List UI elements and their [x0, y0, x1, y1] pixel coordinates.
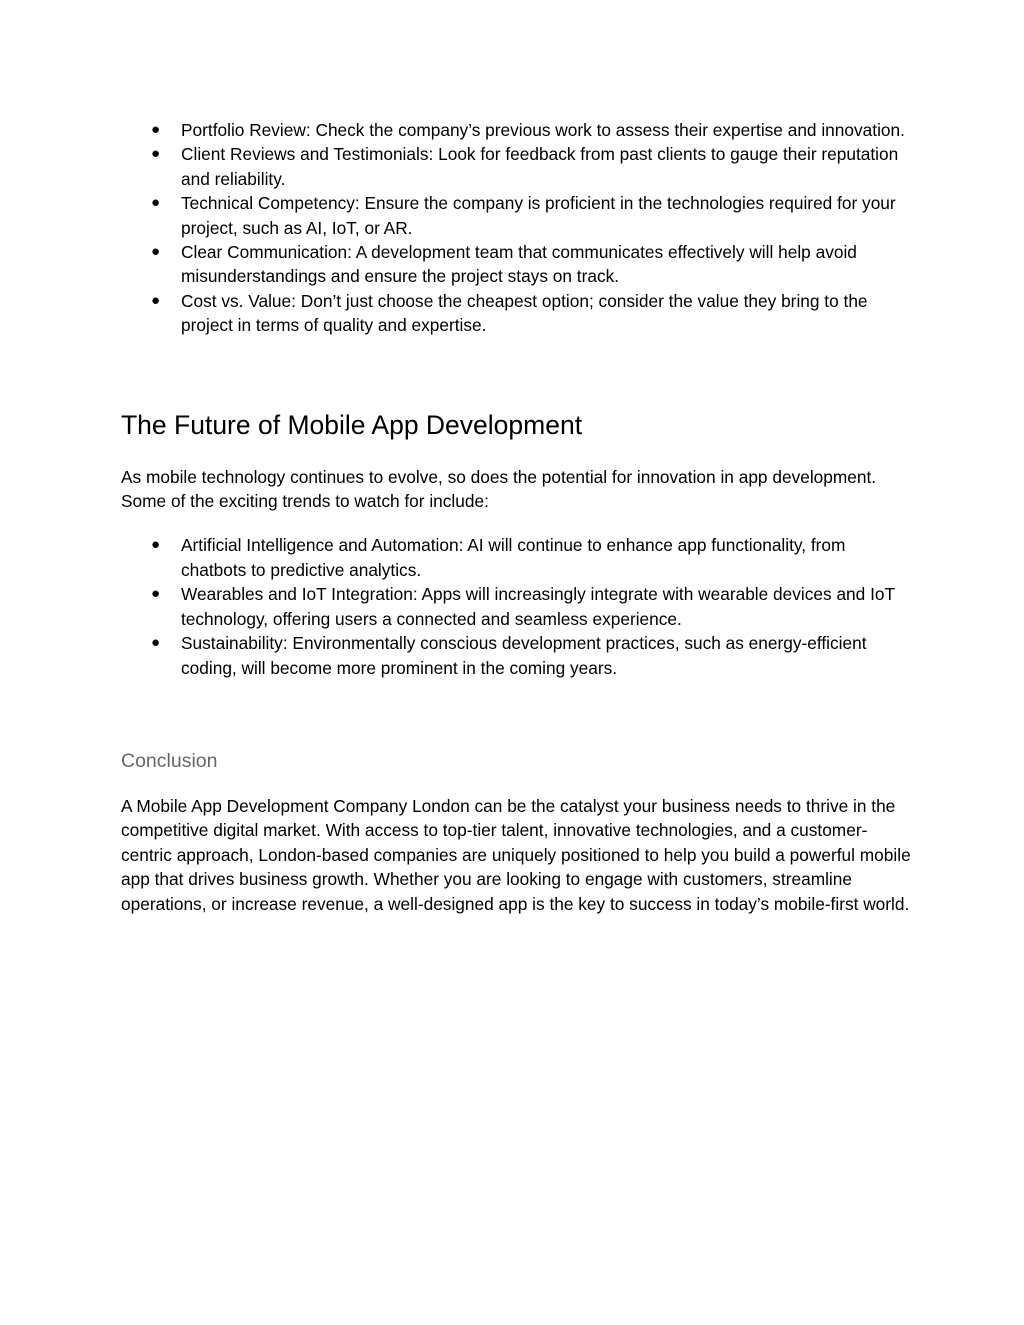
list-item-text: Portfolio Review: Check the company’s previous work to assess their expertise and innovation.: [181, 120, 905, 140]
list-item-text: Artificial Intelligence and Automation: AI will continue to enhance app functionality, from chatbots to predictive analytics.: [181, 535, 846, 580]
list-item-text: Wearables and IoT Integration: Apps will increasingly integrate with wearable devices and IoT technology, offering users a connected and seamless experience.: [181, 584, 895, 629]
list-item-text: Client Reviews and Testimonials: Look for feedback from past clients to gauge their reputation and reliability.: [181, 144, 899, 189]
list-item-text: Technical Competency: Ensure the company is proficient in the technologies required for your project, such as AI, IoT, or AR.: [181, 193, 896, 238]
document-content: [121, 118, 911, 916]
conclusion-heading: Conclusion: [121, 749, 218, 772]
list-item: [121, 142, 911, 191]
bullet-icon: ●: [151, 291, 161, 309]
list-item: [121, 582, 911, 631]
trends-list: [121, 533, 911, 679]
conclusion-paragraph: A Mobile App Development Company London can be the catalyst your business needs to thrive in the competitive digital market. With access to top-tier talent, innovative technologies, and a customer-centric approach, London-based companies are uniquely positioned to help you build a powerful mobile app that drives business growth. Whether you are looking to engage with customers, streamline operations, or increase revenue, a well-designed app is the key to success in today’s mobile-first world.: [121, 795, 911, 914]
bullet-icon: ●: [151, 194, 161, 212]
bullet-icon: ●: [151, 585, 161, 603]
list-item-text: Cost vs. Value: Don’t just choose the cheapest option; consider the value they bring to the project in terms of quality and expertise.: [181, 290, 868, 336]
list-item: [121, 191, 911, 240]
bullet-icon: ●: [151, 243, 161, 261]
list-item: [121, 118, 911, 142]
selection-criteria-list: [121, 118, 911, 338]
bullet-icon: ●: [151, 121, 161, 138]
list-item: [121, 533, 911, 582]
future-section-heading: The Future of Mobile App Development: [121, 409, 583, 440]
list-item: [121, 289, 911, 338]
list-item-text: Sustainability: Environmentally conscious development practices, such as energy-efficient coding, will become more prominent in the coming years.: [181, 633, 867, 678]
bullet-icon: ●: [151, 536, 161, 554]
bullet-icon: ●: [151, 634, 161, 652]
future-section-intro: As mobile technology continues to evolve, so does the potential for innovation in app development. Some of the exciting trends to watch for include:: [121, 466, 877, 512]
list-item: [121, 631, 911, 680]
list-item-text: Clear Communication: A development team that communicates effectively will help avoid misunderstandings and ensure the project stays on track.: [181, 242, 857, 287]
bullet-icon: ●: [151, 145, 161, 163]
list-item: [121, 240, 911, 289]
